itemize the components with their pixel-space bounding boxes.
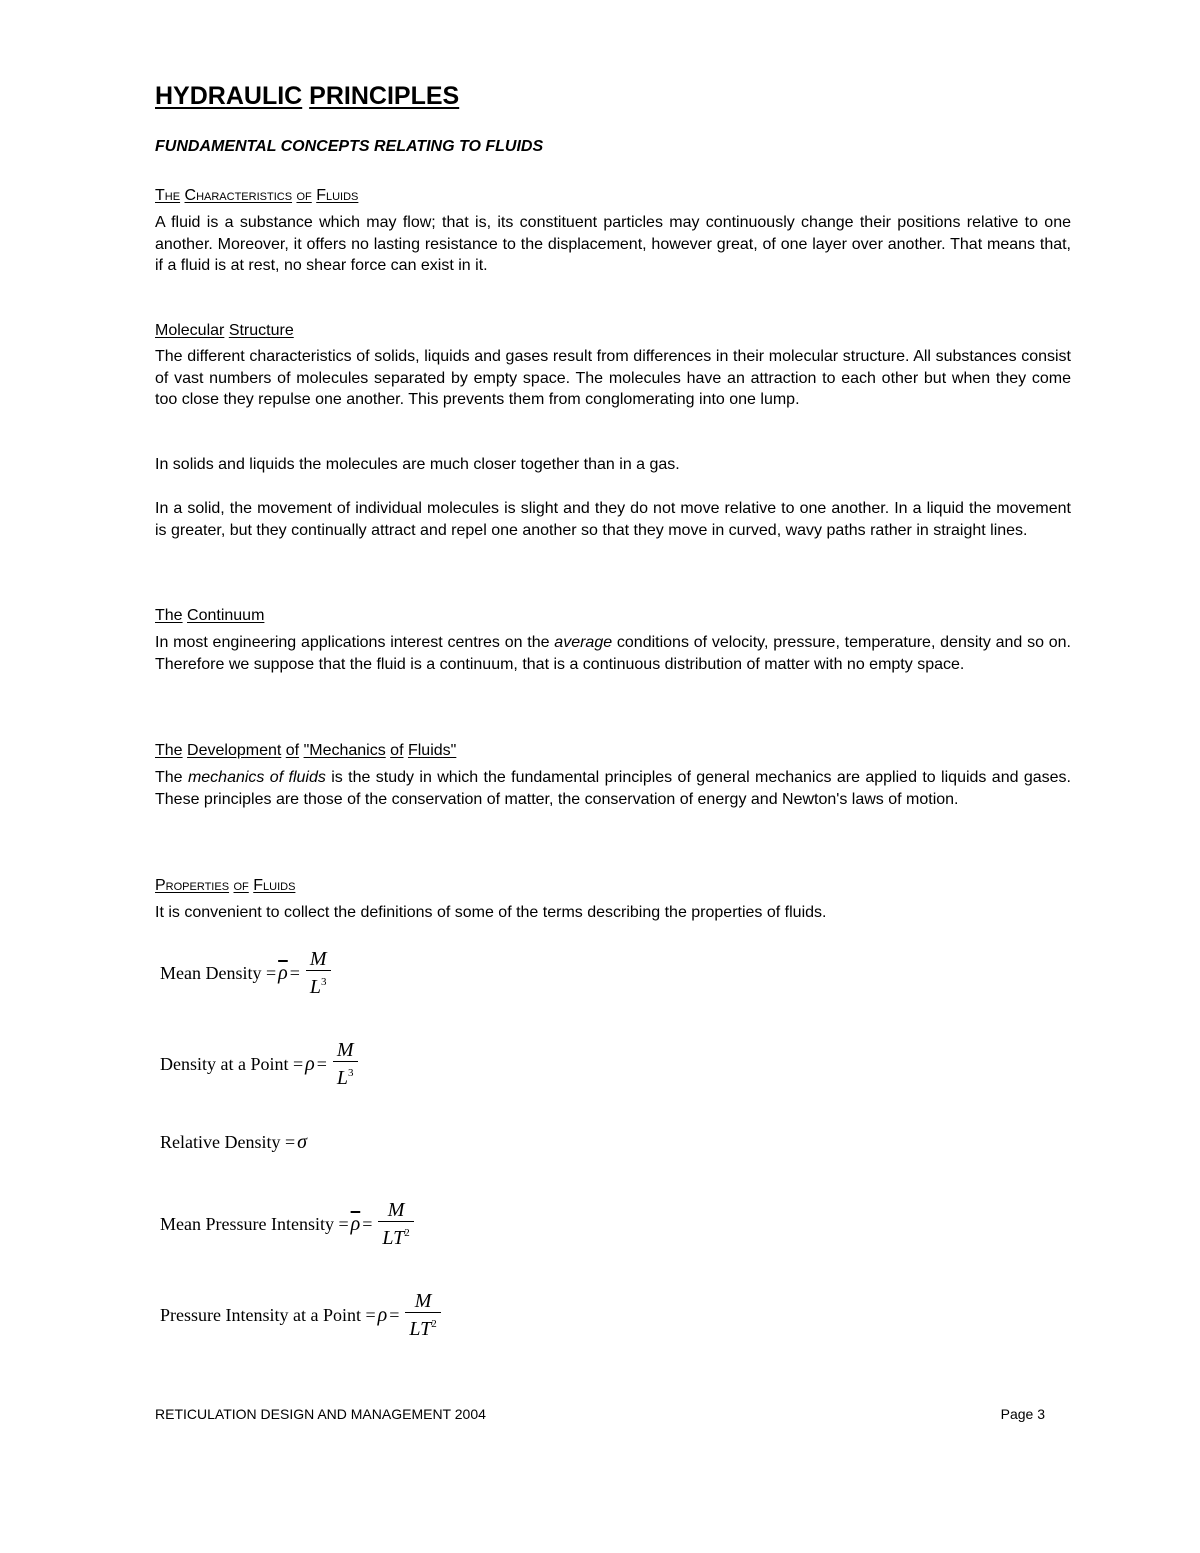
denominator-exponent: 2: [404, 1227, 410, 1239]
equation-symbol: $\overline{\rho}$: [350, 1212, 361, 1235]
fraction-denominator: [405, 1312, 440, 1340]
denominator-base: L: [336, 1067, 349, 1089]
heading-characteristics: [155, 185, 358, 207]
equation-fraction: [306, 948, 331, 998]
fraction-numerator: M: [309, 948, 327, 970]
equation-relative-density: [160, 1131, 309, 1154]
equation-label: Pressure Intensity at a Point =: [160, 1304, 376, 1325]
title-word: PRINCIPLES: [309, 82, 460, 110]
denominator-base: LT: [382, 1227, 405, 1249]
equation-fraction: [378, 1199, 413, 1249]
equation-pressure-intensity-at-point: Pressure Intensity at a Point = ρ = $\frac{M}{LT^2}$: [160, 1290, 441, 1340]
fraction-numerator: M: [336, 1039, 354, 1061]
equation-symbol: σ: [297, 1131, 307, 1153]
paragraph-molecular-2: In solids and liquids the molecules are much closer together than in a gas.: [155, 456, 680, 473]
section-subtitle: FUNDAMENTAL CONCEPTS RELATING TO FLUIDS: [155, 138, 544, 155]
paragraph-molecular-3: In a solid, the movement of individual molecules is slight and they do not move relative to one another. In a liquid the movement is greater, but they continually attract and repel one another so that they move in curved, wavy paths rather in straight lines.: [155, 500, 1071, 539]
text-run: In most engineering applications interest centres on the: [155, 634, 555, 651]
footer-page-number: Page 3: [1000, 1406, 1045, 1422]
heading-word: of: [285, 742, 300, 759]
heading-word: The: [155, 607, 183, 624]
fraction-denominator: [306, 970, 331, 998]
heading-word: of: [296, 187, 312, 204]
heading-word: "Mechanics: [303, 742, 386, 759]
equation-mean-density: Mean Density = $\overline{\rho}$ = $\frac{M}{L^3}$: [160, 948, 331, 998]
equation-symbol: $\overline{\rho}$: [278, 961, 288, 984]
equation-symbol: ρ: [377, 1303, 388, 1326]
text-run: is the study in which the fundamental principles of general mechanics are applied to liquids and gases. These principles are those of the conservation of matter, the conservation of energy and Newton's laws of motion.: [155, 769, 1071, 808]
heading-continuum: [155, 605, 264, 627]
equation-mean-pressure-intensity: Mean Pressure Intensity = $\overline{\rho}$ = $\frac{M}{LT^2}$: [160, 1199, 414, 1249]
equation-label: Density at a Point =: [160, 1053, 304, 1074]
footer-document-title: RETICULATION DESIGN AND MANAGEMENT 2004: [155, 1406, 486, 1422]
heading-word: Fluids: [253, 877, 296, 894]
heading-properties: [155, 875, 295, 897]
heading-word: Fluids": [407, 742, 457, 759]
heading-molecular-structure: [155, 320, 294, 342]
heading-word: of: [390, 742, 404, 759]
paragraph-development: [155, 767, 1071, 810]
text-run: The: [155, 769, 188, 786]
equation-label: Relative Density =: [160, 1132, 296, 1152]
denominator-base: LT: [409, 1318, 432, 1340]
heading-word: Molecular: [155, 322, 225, 339]
equation-fraction: [333, 1039, 358, 1089]
heading-word: of: [233, 877, 249, 894]
fraction-denominator: [333, 1061, 358, 1089]
equation-label: Mean Density =: [160, 962, 277, 983]
paragraph-continuum: [155, 632, 1071, 675]
heading-word: Properties: [155, 877, 230, 894]
page-title: [155, 80, 459, 112]
heading-word: Structure: [228, 322, 294, 339]
text-run: conditions of velocity, pressure, temperature, density and so on. Therefore we suppose that the fluid is a continuum, that is a continuous distribution of matter with no empty space.: [155, 634, 1071, 673]
equation-label: Mean Pressure Intensity =: [160, 1213, 349, 1234]
emphasis-text: average: [554, 634, 613, 651]
fraction-numerator: M: [387, 1199, 405, 1221]
heading-word: The: [155, 742, 183, 759]
denominator-base: L: [309, 976, 322, 998]
emphasis-text: mechanics of fluids: [187, 769, 326, 786]
heading-word: Characteristics: [184, 187, 293, 204]
equation-symbol: ρ: [305, 1052, 315, 1075]
heading-word: Continuum: [187, 607, 265, 624]
paragraph-characteristics: A fluid is a substance which may flow; that is, its constituent particles may continuously change their positions relative to one another. Moreover, it offers no lasting resistance to the displacement, however great, of one layer over another. That means that, if a fluid is at rest, no shear force can exist in it.: [155, 214, 1071, 274]
equation-density-at-point: Density at a Point = ρ = $\frac{M}{L^3}$: [160, 1039, 358, 1089]
paragraph-properties: It is convenient to collect the definitions of some of the terms describing the properties of fluids.: [155, 904, 827, 921]
denominator-exponent: 3: [348, 1067, 354, 1079]
heading-word: Development: [187, 742, 282, 759]
paragraph-molecular-1: The different characteristics of solids, liquids and gases result from differences in their molecular structure. All substances consist of vast numbers of molecules separated by empty space. The molecules have an attraction to each other but when they come too close they repulse one another. This prevents them from conglomerating into one lump.: [155, 348, 1071, 408]
equation-fraction: [405, 1290, 440, 1340]
title-word: HYDRAULIC: [155, 82, 303, 110]
denominator-exponent: 2: [431, 1318, 437, 1330]
fraction-numerator: M: [414, 1290, 432, 1312]
heading-development: [155, 740, 456, 762]
denominator-exponent: 3: [321, 976, 327, 988]
fraction-denominator: [378, 1221, 413, 1249]
heading-word: The: [155, 187, 181, 204]
heading-word: Fluids: [316, 187, 359, 204]
